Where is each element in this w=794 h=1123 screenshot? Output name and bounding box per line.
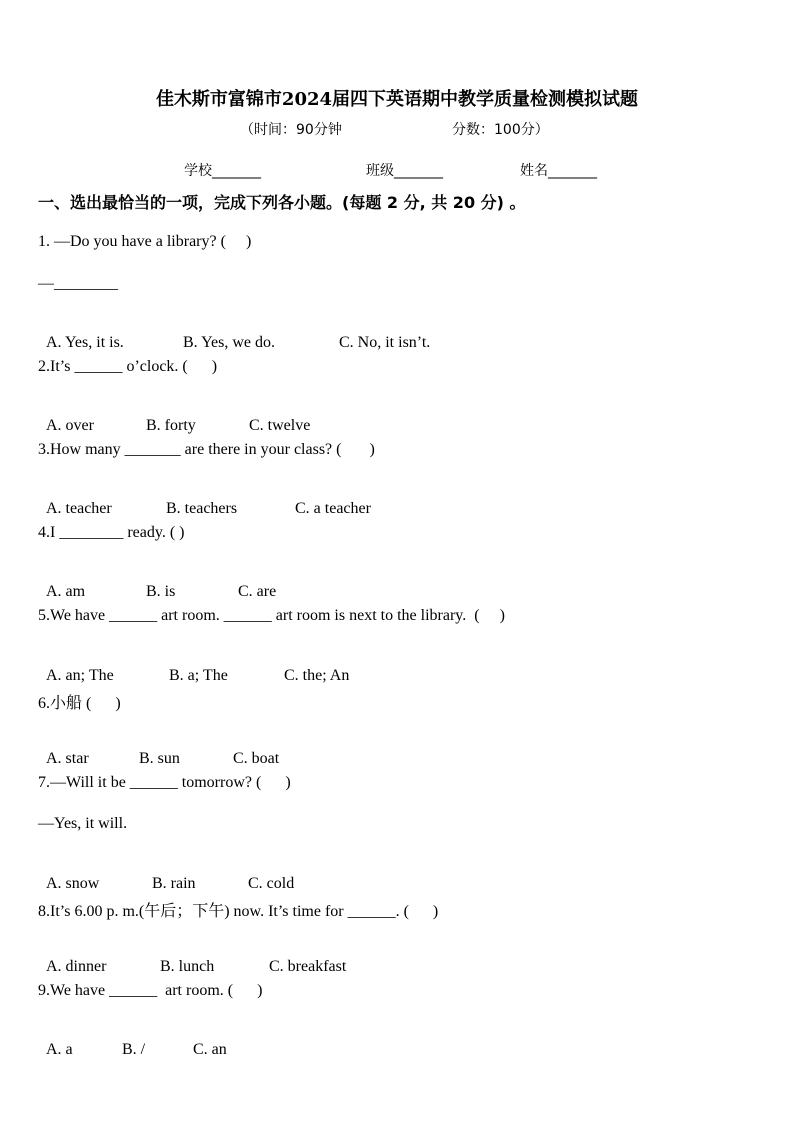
option-a: A. an; The: [46, 667, 114, 684]
option-b: B. lunch: [160, 958, 215, 975]
question-5-options: [38, 649, 349, 685]
question-1: 1. —Do you have a library? ( ): [38, 233, 252, 250]
option-a: A. dinner: [46, 958, 107, 975]
option-a: A. Yes, it is.: [46, 334, 124, 351]
exam-time: （时间：90分钟: [240, 122, 342, 138]
option-c: C. twelve: [249, 417, 311, 434]
question-1-answer-line: —________: [38, 275, 118, 292]
option-a: A. teacher: [46, 500, 112, 517]
option-c: C. breakfast: [269, 958, 347, 975]
question-9-options: [38, 1023, 227, 1059]
option-b: B. rain: [152, 875, 196, 892]
option-a: A. over: [46, 417, 94, 434]
question-6: 6.小船 ( ): [38, 695, 121, 712]
option-b: B. Yes, we do.: [183, 334, 276, 351]
question-7-options: [38, 857, 294, 893]
option-b: B. is: [146, 583, 176, 600]
question-6-options: [38, 732, 279, 768]
option-c: C. the; An: [284, 667, 350, 684]
option-c: C. are: [238, 583, 277, 600]
option-c: C. a teacher: [295, 500, 371, 517]
name-field: 姓名_______: [520, 163, 597, 179]
option-c: C. cold: [248, 875, 295, 892]
option-c: C. an: [193, 1041, 227, 1058]
question-7-answer: —Yes, it will.: [38, 815, 128, 832]
class-field: 班级_______: [366, 163, 443, 179]
question-4: 4.I ________ ready. ( ): [38, 524, 185, 541]
option-c: C. boat: [233, 750, 280, 767]
option-b: B. teachers: [166, 500, 238, 517]
question-2-options: [38, 399, 310, 435]
question-9: 9.We have ______ art room. ( ): [38, 982, 263, 999]
question-5: 5.We have ______ art room. ______ art room is next to the library. ( ): [38, 607, 505, 624]
page-title: 佳木斯市富锦市2024届四下英语期中教学质量检测模拟试题: [155, 89, 639, 110]
question-4-options: [38, 565, 276, 601]
question-8-options: [38, 940, 346, 976]
question-1-options: [38, 316, 430, 352]
section-heading: 一、选出最恰当的一项，完成下列各小题。(每题 2 分, 共 20 分) 。: [38, 193, 526, 212]
question-3: 3.How many _______ are there in your class? ( ): [38, 441, 375, 458]
question-3-options: [38, 482, 371, 518]
question-8: 8.It’s 6.00 p. m.(午后；下午) now. It’s time for ______. ( ): [38, 903, 439, 920]
option-a: A. am: [46, 583, 86, 600]
school-field: 学校_______: [184, 163, 261, 179]
question-2: 2.It’s ______ o’clock. ( ): [38, 358, 218, 375]
option-a: A. snow: [46, 875, 100, 892]
option-b: B. forty: [146, 417, 196, 434]
question-7: 7.—Will it be ______ tomorrow? ( ): [38, 774, 291, 791]
option-a: A. star: [46, 750, 89, 767]
exam-score: 分数：100分）: [452, 122, 549, 138]
option-b: B. a; The: [169, 667, 228, 684]
option-b: B. sun: [139, 750, 180, 767]
option-a: A. a: [46, 1041, 73, 1058]
option-b: B. /: [122, 1041, 146, 1058]
option-c: C. No, it isn’t.: [339, 334, 431, 351]
